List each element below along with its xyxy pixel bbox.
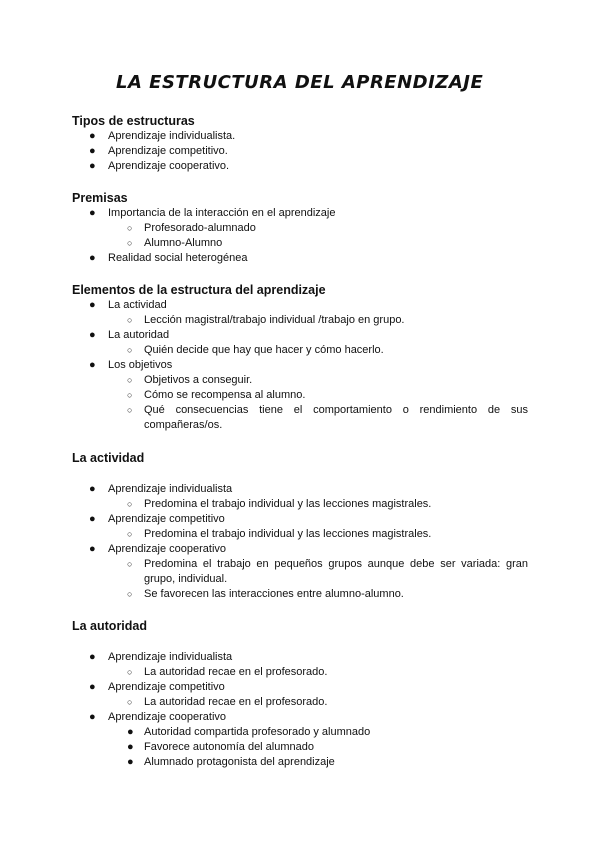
bullet-list [72,650,528,770]
section-heading: La actividad [72,451,145,465]
list-item [72,512,528,527]
list-item [72,680,528,695]
bullet-icon: ● [89,329,96,341]
sub-list-item [72,343,528,358]
list-item [72,129,528,144]
bullet-list [72,298,528,433]
sub-list-item-text: Lección magistral/trabajo individual /trabajo en grupo. [144,314,405,326]
sub-list-item-text: Se favorecen las interacciones entre alumno-alumno. [144,588,404,600]
list-item-text: Aprendizaje cooperativo. [108,160,230,172]
bullet-list [72,482,528,602]
list-item [72,159,528,174]
section-elementos [72,283,528,433]
sub-list-item-text: La autoridad recae en el profesorado. [144,666,328,678]
bullet-list [72,206,528,266]
bullet-icon: ● [89,130,96,142]
sub-list-item-text: Autoridad compartida profesorado y alumnado [144,726,371,738]
sub-list-item-text: Cómo se recompensa al alumno. [144,389,306,401]
sub-list-item-text: Alumno-Alumno [144,237,223,249]
hollow-bullet-icon: ○ [127,559,133,569]
section-heading: Premisas [72,191,128,205]
list-item-text: La autoridad [108,329,170,341]
list-item [72,482,528,497]
hollow-bullet-icon: ○ [127,238,133,248]
bullet-icon: ● [127,741,134,753]
list-item-text: La actividad [108,299,167,311]
bullet-icon: ● [89,160,96,172]
section-la-autoridad [72,619,528,770]
sub-list-item [72,665,528,680]
bullet-icon: ● [89,483,96,495]
sub-list-item-text: Profesorado-alumnado [144,222,256,234]
hollow-bullet-icon: ○ [127,315,133,325]
list-item-text: Aprendizaje competitivo. [108,145,228,157]
list-item-text: Importancia de la interacción en el aprendizaje [108,207,336,219]
list-item-text: Los objetivos [108,359,173,371]
sub-list-item [72,497,528,512]
sub-list-item-text: Quién decide que hay que hacer y cómo hacerlo. [144,344,384,356]
bullet-icon: ● [89,543,96,555]
list-item [72,298,528,313]
bullet-icon: ● [127,726,134,738]
list-item [72,251,528,266]
sub-list-item-text: Objetivos a conseguir. [144,374,253,386]
bullet-icon: ● [89,651,96,663]
list-item [72,710,528,725]
hollow-bullet-icon: ○ [127,697,133,707]
sub-list-item [72,695,528,710]
hollow-bullet-icon: ○ [127,223,133,233]
list-item-text: Aprendizaje individualista [108,651,233,663]
sub-list-item-text: Predomina el trabajo individual y las lecciones magistrales. [144,528,432,540]
sub-list-item-text: Predomina el trabajo individual y las lecciones magistrales. [144,498,432,510]
section-la-actividad [72,451,528,602]
list-item-text: Realidad social heterogénea [108,252,248,264]
bullet-icon: ● [89,681,96,693]
sub-list-item [72,236,528,251]
section-tipos-de-estructuras [72,114,528,174]
list-item-text: Aprendizaje competitivo [108,513,225,525]
list-item-text: Aprendizaje cooperativo [108,543,227,555]
sub-list-item [72,527,528,542]
list-item [72,328,528,343]
sub-list-item [72,740,528,755]
hollow-bullet-icon: ○ [127,529,133,539]
list-item [72,542,528,557]
hollow-bullet-icon: ○ [127,589,133,599]
bullet-icon: ● [89,299,96,311]
list-item-text: Aprendizaje cooperativo [108,711,227,723]
list-item-text: Aprendizaje competitivo [108,681,225,693]
list-item [72,650,528,665]
page-title: LA ESTRUCTURA DEL APRENDIZAJE [116,72,484,93]
bullet-icon: ● [89,513,96,525]
bullet-icon: ● [127,756,134,768]
sub-list-item [72,755,528,770]
bullet-icon: ● [89,252,96,264]
hollow-bullet-icon: ○ [127,405,133,415]
bullet-icon: ● [89,359,96,371]
sub-list-item-text: La autoridad recae en el profesorado. [144,696,328,708]
hollow-bullet-icon: ○ [127,499,133,509]
sub-list-item [72,403,528,433]
bullet-list [72,129,528,174]
sub-list-item-text: Qué consecuencias tiene el comportamiento o rendimiento de sus compañeras/os. [144,404,528,431]
sub-list-item [72,587,528,602]
list-item-text: Aprendizaje individualista. [108,130,236,142]
hollow-bullet-icon: ○ [127,375,133,385]
hollow-bullet-icon: ○ [127,345,133,355]
section-heading: La autoridad [72,619,148,633]
list-item-text: Aprendizaje individualista [108,483,233,495]
section-heading: Tipos de estructuras [72,114,195,128]
bullet-icon: ● [89,207,96,219]
list-item [72,358,528,373]
sub-list-item-text: Predomina el trabajo en pequeños grupos aunque debe ser variada: gran grupo, individual. [144,558,528,585]
bullet-icon: ● [89,145,96,157]
sub-list-item-text: Favorece autonomía del alumnado [144,741,314,753]
bullet-icon: ● [89,711,96,723]
list-item [72,144,528,159]
sub-list-item [72,373,528,388]
sub-list-item [72,557,528,587]
hollow-bullet-icon: ○ [127,390,133,400]
sub-list-item [72,313,528,328]
sub-list-item-text: Alumnado protagonista del aprendizaje [144,756,335,768]
section-premisas [72,191,528,266]
sub-list-item [72,388,528,403]
list-item [72,206,528,221]
sub-list-item [72,725,528,740]
section-heading: Elementos de la estructura del aprendizaje [72,283,326,297]
sub-list-item [72,221,528,236]
hollow-bullet-icon: ○ [127,667,133,677]
